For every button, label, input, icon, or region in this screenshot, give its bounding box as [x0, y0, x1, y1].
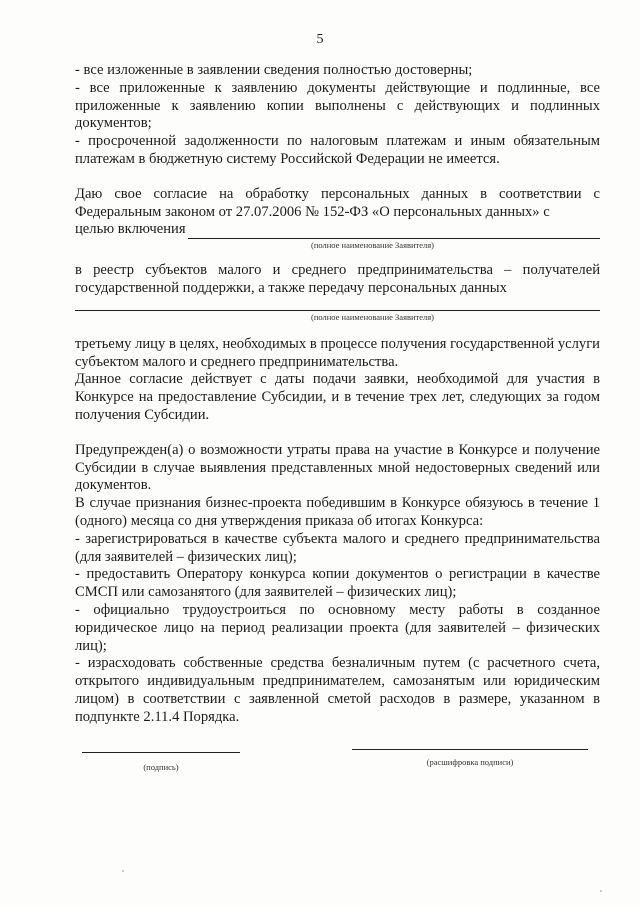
- obligation-intro: В случае признания бизнес-проекта победившим в Конкурсе обязуюсь в течение 1 (одного) месяца со дня утверждения приказа об итогах Конкурса:: [75, 495, 600, 529]
- consent-duration-paragraph: Данное согласие действует с даты подачи заявки, необходимой для участия в Конкурсе на предоставление Субсидии, и в течение трех лет, следующих за годом получения Субсидии.: [75, 371, 600, 423]
- applicant-name-caption-2: (полное наименование Заявителя): [310, 311, 435, 322]
- document-body: [75, 62, 600, 727]
- applicant-name-field-2[interactable]: [75, 298, 600, 311]
- scan-speck: [122, 870, 124, 872]
- consent-paragraph: Даю свое согласие на обработку персональных данных в соответствии с Федеральным законом от 27.07.2006 № 152-ФЗ «О персональных данных» с: [75, 185, 600, 220]
- statement-documents-genuine: - все приложенные к заявлению документы действующие и подлинные, все приложенные к заявлению копии выполнены с действующих и подлинных документов;: [75, 79, 600, 132]
- signature-decode-caption: (расшифровка подписи): [426, 757, 514, 767]
- applicant-name-field-1[interactable]: [188, 225, 600, 239]
- statement-reliable: - все изложенные в заявлении сведения полностью достоверны;: [75, 62, 473, 78]
- obligation-register: - зарегистрироваться в качестве субъекта малого и среднего предпринимательства (для заявителей – физических лиц);: [75, 530, 600, 565]
- warning-paragraph: Предупрежден(а) о возможности утраты права на участие в Конкурсе и получение Субсидии в случае выявления представленных мной недостоверных сведений или документов.: [75, 441, 600, 494]
- applicant-name-caption-1: (полное наименование Заявителя): [310, 240, 435, 251]
- obligation-employment: - официально трудоустроиться по основному месту работы в созданное юридическое лицо на период реализации проекта (для заявителей – физических лиц);: [75, 601, 600, 654]
- obligation-provide-copies: - предоставить Оператору конкурса копии документов о регистрации в качестве СМСП или самозанятого (для заявителей – физических лиц);: [75, 566, 600, 601]
- applicant-name-line-1: [75, 221, 600, 239]
- scan-speck: [600, 890, 602, 892]
- signature-caption: (подпись): [143, 762, 179, 772]
- third-party-paragraph: третьему лицу в целях, необходимых в процессе получения государственной услуги субъектом малого и среднего предпринимательства.: [75, 335, 600, 370]
- registry-paragraph: в реестр субъектов малого и среднего предпринимательства – получателей государственной поддержки, а также передачу персональных данных: [75, 262, 600, 296]
- obligation-spend-funds: - израсходовать собственные средства безналичным путем (с расчетного счета, открытого индивидуальным предпринимателем, самозанятым или юридическим лицом) в соответствии с заявленной сметой расходов в размере, указанном в подпункте 2.11.4 Порядка.: [75, 655, 600, 725]
- signature-decode-field[interactable]: [352, 749, 588, 750]
- consent-tail: целью включения: [75, 221, 186, 238]
- statement-no-debt: - просроченной задолженности по налоговым платежам и иным обязательным платежам в бюджетную систему Российской Федерации не имеется.: [75, 133, 600, 167]
- signature-field[interactable]: [82, 752, 240, 753]
- page-number: 5: [316, 32, 324, 47]
